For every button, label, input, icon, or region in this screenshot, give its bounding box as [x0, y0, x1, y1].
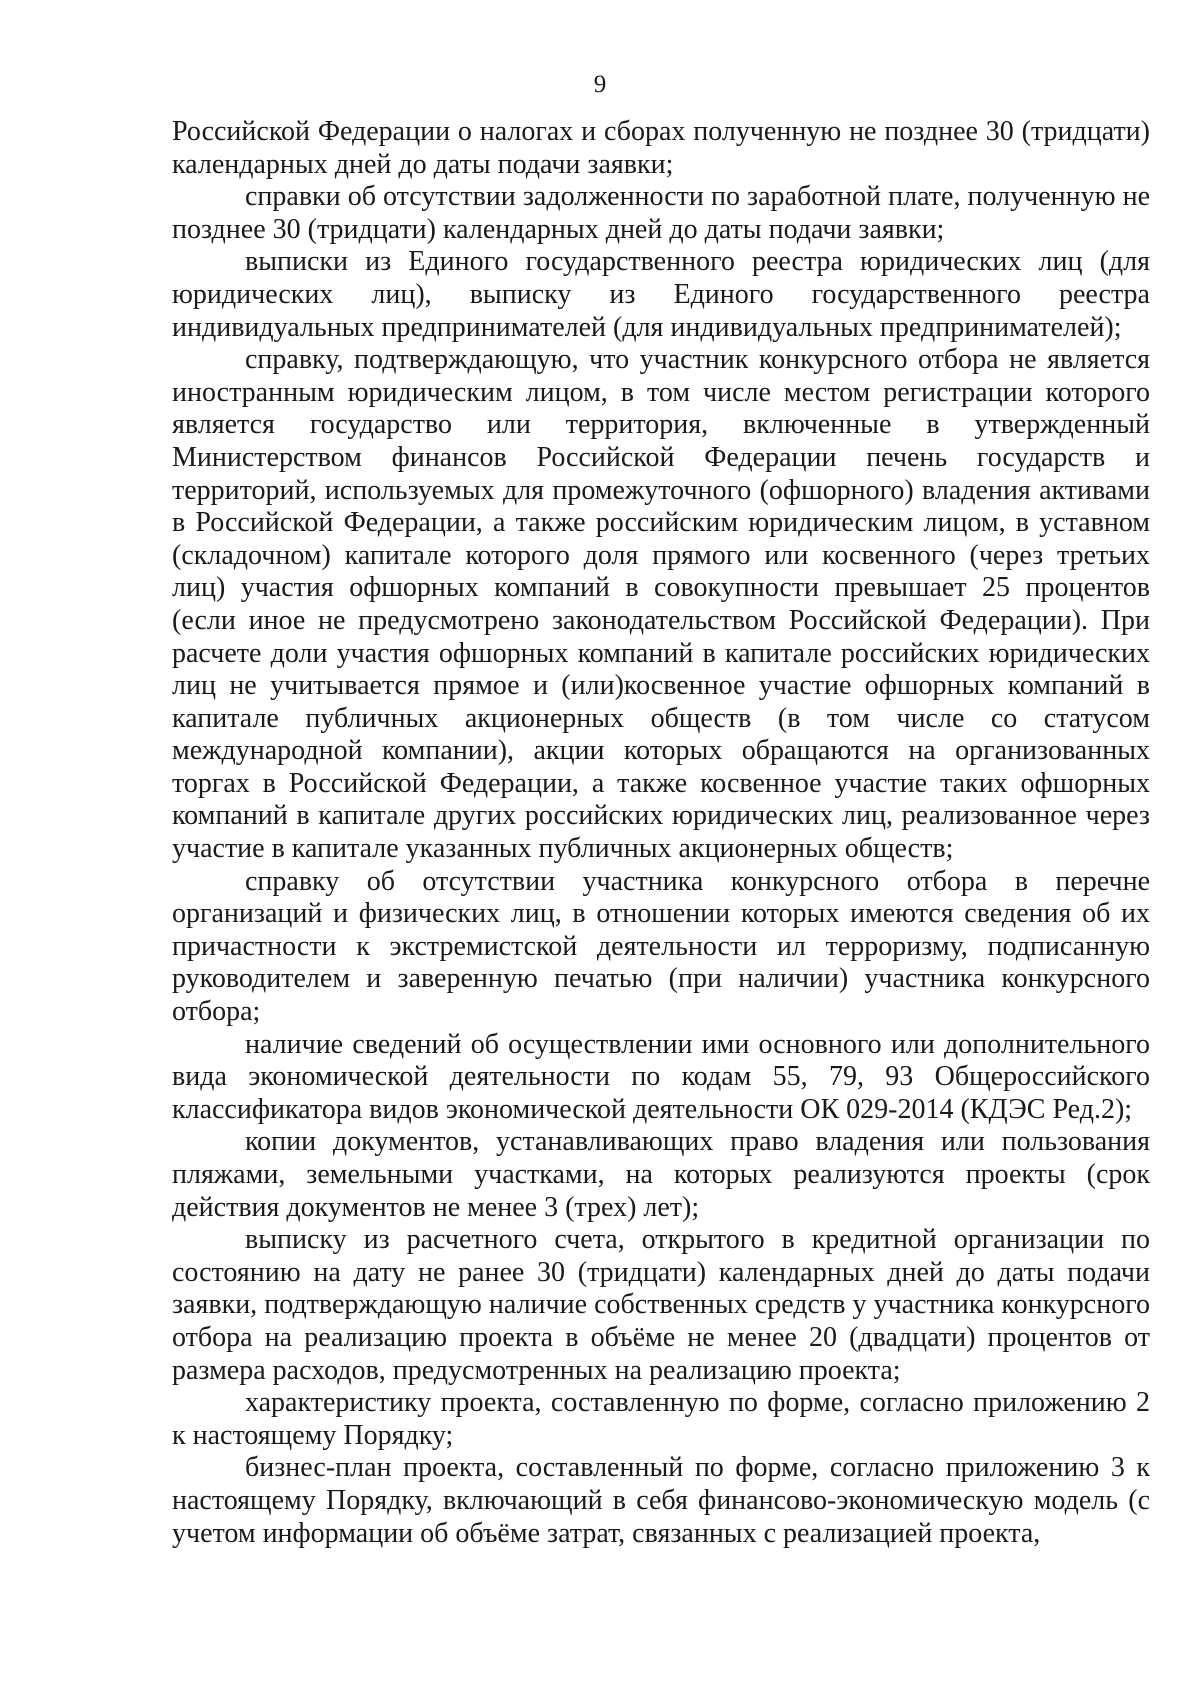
page-number: 9: [593, 71, 607, 98]
paragraph-project-characteristic: характеристику проекта, составленную по форме, согласно приложению 2 к настоящему Порядку;: [172, 1387, 1150, 1451]
paragraph-register-extracts: выписки из Единого государственного реестра юридических лиц (для юридических лиц), выписку из Единого государственного реестра индивидуальных предпринимателей (для индивидуальных предпринимателей);: [172, 246, 1150, 343]
paragraph-ownership-documents: копии документов, устанавливающих право владения или пользования пляжами, земельными участками, на которых реализуются проекты (срок действия документов не менее 3 (трех) лет);: [172, 1126, 1150, 1223]
paragraph-offshore-certificate: справку, подтверждающую, что участник конкурсного отбора не является иностранным юридическим лицом, в том числе местом регистрации которого является государство или территория, включенные в утвержденный Министерством финансов Российской Федерации печень государств и территорий, используемых для промежуточного (офшорного) владения активами в Российской Федерации, а также российским юридическим лицом, в уставном (складочном) капитале которого доля прямого или косвенного (через третьих лиц) участия офшорных компаний в совокупности превышает 25 процентов (если иное не предусмотрено законодательством Российской Федерации). При расчете доли участия офшорных компаний в капитале российских юридических лиц не учитывается прямое и (или)косвенное участие офшорных компаний в капитале публичных акционерных обществ (в том числе со статусом международной компании), акции которых обращаются на организованных торгах в Российской Федерации, а также косвенное участие таких офшорных компаний в капитале других российских юридических лиц, реализованное через участие в капитале указанных публичных акционерных обществ;: [172, 344, 1150, 865]
paragraph-business-plan: бизнес-план проекта, составленный по форме, согласно приложению 3 к настоящему Порядку, включающий в себя финансово-экономическую модель (с учетом информации об объёме затрат, связанных с реализацией проекта,: [172, 1452, 1150, 1549]
paragraph-extremism-certificate: справку об отсутствии участника конкурсного отбора в перечне организаций и физических лиц, в отношении которых имеются сведения об их причастности к экстремистской деятельности ил терроризму, подписанную руководителем и заверенную печатью (при наличии) участника конкурсного отбора;: [172, 865, 1150, 1028]
paragraph-continuation: Российской Федерации о налогах и сборах полученную не позднее 30 (тридцати) календарных дней до даты подачи заявки;: [172, 116, 1150, 180]
document-body: [172, 116, 1150, 1550]
paragraph-account-statement: выписку из расчетного счета, открытого в кредитной организации по состоянию на дату не ранее 30 (тридцати) календарных дней до даты подачи заявки, подтверждающую наличие собственных средств у участника конкурсного отбора на реализацию проекта в объёме не менее 20 (двадцати) процентов от размера расходов, предусмотренных на реализацию проекта;: [172, 1224, 1150, 1386]
paragraph-salary-debt-certificate: справки об отсутствии задолженности по заработной плате, полученную не позднее 30 (тридцати) календарных дней до даты подачи заявки;: [172, 181, 1150, 245]
paragraph-activity-codes: наличие сведений об осуществлении ими основного или дополнительного вида экономической деятельности по кодам 55, 79, 93 Общероссийского классификатора видов экономической деятельности ОК 029-2014 (КДЭС Ред.2);: [172, 1028, 1150, 1125]
